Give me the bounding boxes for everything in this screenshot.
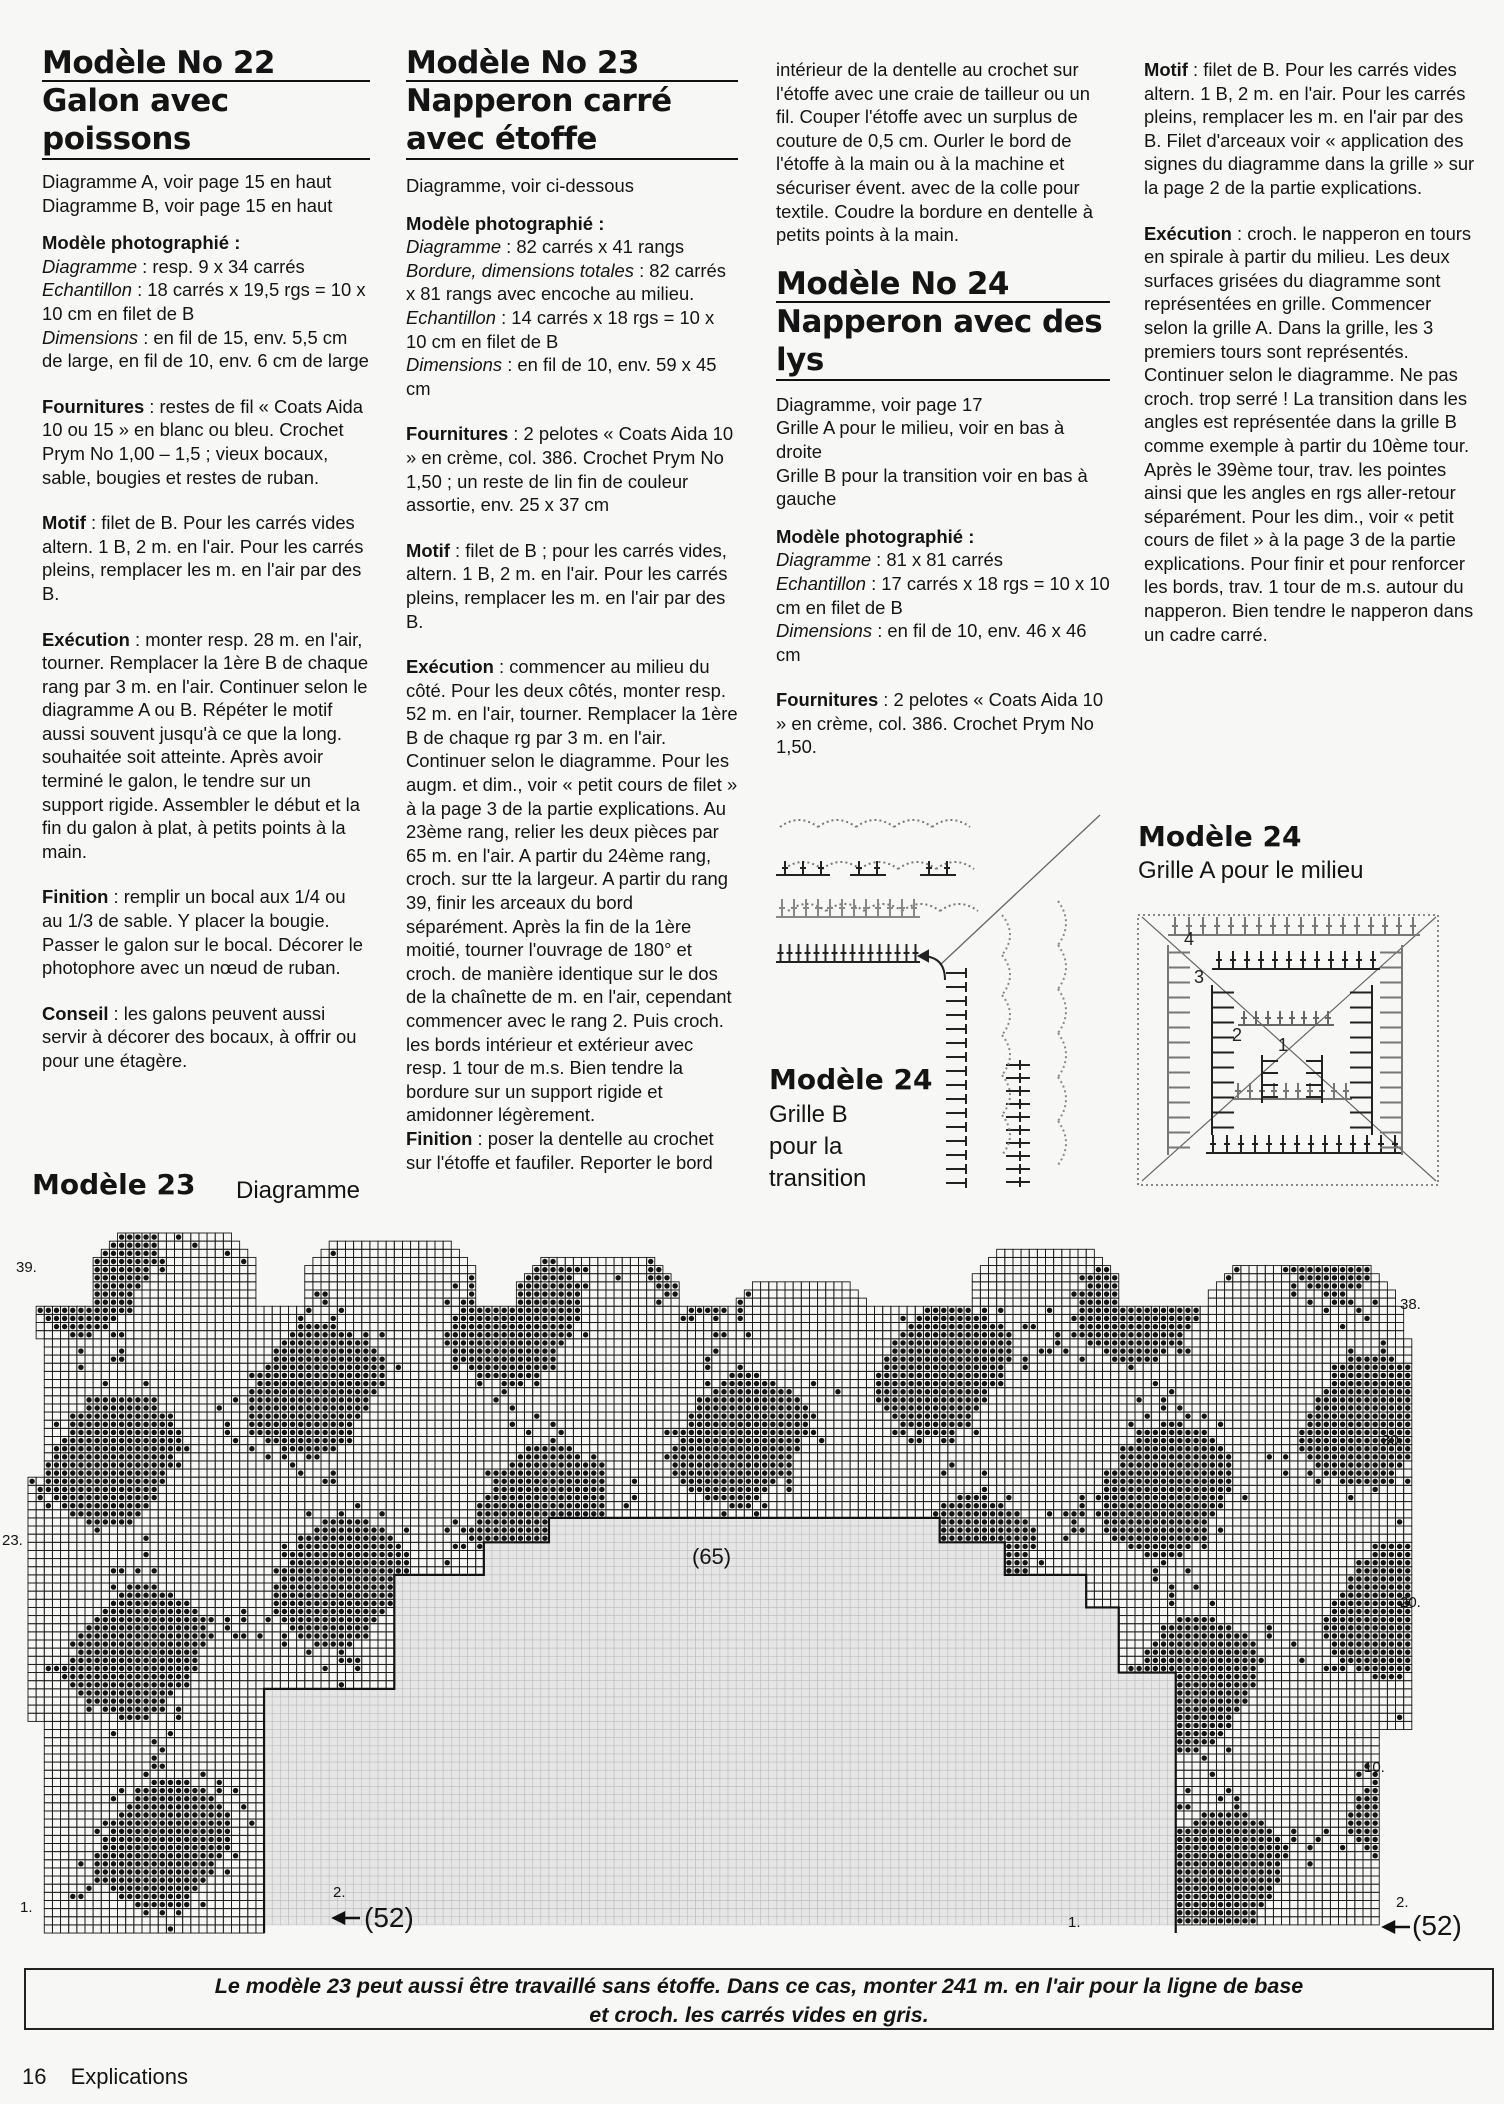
grille-b-sub-2: pour la	[769, 1133, 843, 1160]
row-label-1-right: 1.	[1068, 1914, 1081, 1931]
execution-para: Exécution : monter resp. 28 m. en l'air, tourner. Remplacer la 1ère B de chaque rang par 3 m. en l'air. Continuer selon le diagramme A ou B. Répéter le motif aussi souvent jusqu'à ce que la long. souhaitée soit atteinte. Après avoir terminé le galon, le tendre sur un support rigide. Assembler le début et la fin du galon à plat, à petits points à la main.	[42, 628, 369, 862]
conseil-para: Conseil : les galons peuvent aussi servir à décorer des bocaux, à offrir ou pour une étagère.	[42, 1002, 357, 1071]
chain-count-right: (52)	[1412, 1910, 1462, 1941]
grille-a-round-4: 4	[1184, 929, 1195, 949]
photo-label: Modèle photographié :	[406, 212, 605, 234]
spec-dimensions: Dimensions : en fil de 15, env. 5,5 cm de large, en fil de 10, env. 6 cm de large	[42, 326, 369, 372]
row-label-20: 20.	[1400, 1594, 1421, 1611]
modele-22-subtitle: Galon avec poissons	[42, 83, 229, 157]
footnote-line-1: Le modèle 23 peut aussi être travaillé sans étoffe. Dans ce cas, monter 241 m. en l'air pour la ligne de base	[214, 1974, 1304, 1998]
chain-count-left: (52)	[364, 1902, 414, 1933]
diagram-b-ref: Diagramme B, voir page 15 en haut	[42, 194, 333, 216]
footnote-box	[24, 1968, 1494, 2030]
grille-b-sub-3: transition	[769, 1165, 867, 1192]
spec-echantillon: Echantillon : 17 carrés x 18 rgs = 10 x 10 cm en filet de B	[776, 572, 1110, 618]
diagram-ref: Diagramme, voir ci-dessous	[406, 175, 634, 196]
spec-echantillon: Echantillon : 18 carrés x 19,5 rgs = 10 x 10 cm en filet de B	[42, 279, 366, 324]
spec-dimensions: Dimensions : en fil de 10, env. 59 x 45 cm	[406, 354, 717, 399]
modele-23-subtitle-2: avec étoffe	[406, 121, 597, 157]
spec-bordure: Bordure, dimensions totales : 82 carrés x 81 rangs avec encoche au milieu.	[406, 259, 726, 305]
page-footer	[22, 2064, 206, 2090]
row-label-38: 38.	[1400, 1296, 1421, 1313]
fournitures-para: Fournitures : 2 pelotes « Coats Aida 10 » en crème, col. 386. Crochet Prym No 1,50.	[776, 689, 1104, 758]
row-label-30: 30.	[1382, 1432, 1403, 1449]
spec-diagramme: Diagramme : 81 x 81 carrés	[776, 549, 1003, 571]
grille-b-title: Modèle 24	[769, 1063, 933, 1096]
column-modele-24-cont	[1144, 58, 1476, 646]
row-label-23: 23.	[2, 1532, 23, 1549]
grille-a-round-1: 1	[1278, 1035, 1289, 1055]
center-chain-count: (65)	[692, 1544, 732, 1569]
row-label-10: 10.	[1364, 1759, 1385, 1776]
row-label-2-left: 2.	[333, 1884, 346, 1901]
grille-a-round-3: 3	[1194, 967, 1205, 987]
fournitures-para: Fournitures : restes de fil « Coats Aida 10 ou 15 » en blanc ou bleu. Crochet Prym No 1,00 – 1,5 ; vieux bocaux, sable, bougies et restes de ruban.	[42, 395, 363, 488]
column-modele-24	[776, 58, 1110, 759]
motif-para: Motif : filet de B ; pour les carrés vides, altern. 1 B, 2 m. en l'air. Pour les carrés pleins, remplacer les m. en l'air par des B.	[406, 539, 728, 632]
column-modele-22	[42, 44, 370, 1073]
grille-a-ref: Grille A pour le milieu, voir en bas à droite	[776, 417, 1065, 462]
grille-a-symbols	[1132, 905, 1452, 1195]
grille-a-sub: Grille A pour le milieu	[1138, 857, 1364, 884]
photo-label: Modèle photographié :	[42, 232, 241, 254]
column-modele-23	[406, 44, 738, 1174]
diagram-23-title: Modèle 23	[32, 1168, 196, 1201]
spec-dimensions: Dimensions : en fil de 10, env. 46 x 46 cm	[776, 620, 1087, 665]
modele-22-title: Modèle No 22	[42, 45, 275, 81]
diagram-23-subtitle: Diagramme	[236, 1177, 361, 1204]
grille-b-ref: Grille B pour la transition voir en bas à gauche	[776, 464, 1088, 510]
grille-a-round-2: 2	[1232, 1025, 1243, 1045]
spec-diagramme: Diagramme : resp. 9 x 34 carrés	[42, 255, 305, 277]
diagram-a-ref: Diagramme A, voir page 15 en haut	[42, 171, 332, 192]
diagram-ref: Diagramme, voir page 17	[776, 393, 983, 415]
modele-24-subtitle: Napperon avec des lys	[776, 303, 1103, 378]
modele-23-title: Modèle No 23	[406, 45, 639, 81]
modele-24-title: Modèle No 24	[776, 265, 1009, 302]
row-label-1-left: 1.	[20, 1899, 33, 1916]
filet-diagram-23	[0, 1215, 1504, 1950]
execution-para: Exécution : commencer au milieu du côté. Pour les deux côtés, monter resp. 52 m. en l'air, tourner. Remplacer la 1ère B de chaque rg par 3 m. en l'air. Continuer selon le diagramme. Pour les augm. et dim., voir « petit cours de filet » à la page 3 de la partie explications. Au 23ème rang, relier les deux pièces par 65 m. en l'air. A partir du 24ème rang, croch. sur tte la largeur. A partir du rang 39, finir les arceaux du bord séparément. Après la fin de la 1ère moitié, tourner l'ouvrage de 180° et croch. de manière identique sur le dos de la chaînette de m. en l'air, cependant commencer avec le rang 2. Puis croch. les bords intérieur et extérieur avec resp. 1 tour de m.s. Bien tendre la bordure sur un support rigide et amidonner légèrement.	[406, 656, 738, 1126]
motif-para: Motif : filet de B. Pour les carrés vides altern. 1 B, 2 m. en l'air. Pour les carrés pleins, remplacer les m. en l'air par des B. Filet d'arceaux voir « application des signes du diagramme dans la grille » sur la page 2 de la partie explications.	[1144, 59, 1475, 198]
grille-b-sub-1: Grille B	[769, 1101, 848, 1128]
page-number: 16	[22, 2064, 47, 2089]
row-label-39: 39.	[16, 1259, 37, 1276]
finition-para: Finition : remplir un bocal aux 1/4 ou au 1/3 de sable. Y placer la bougie. Passer le galon sur le bocal. Décorer le photophore avec un nœud de ruban.	[42, 886, 363, 979]
modele-23-continued: intérieur de la dentelle au crochet sur l'étoffe avec une craie de tailleur ou un fil. Couper l'étoffe avec un surplus de couture de 0,5 cm. Ourler le bord de l'étoffe à la main ou à la machine et sécuriser évent. avec de la colle pour textile. Coudre la bordure en dentelle à petits points à la main.	[776, 59, 1093, 246]
photo-label: Modèle photographié :	[776, 525, 975, 547]
section-name: Explications	[70, 2064, 188, 2089]
row-label-2-right: 2.	[1396, 1894, 1409, 1911]
modele-23-subtitle-1: Napperon carré	[406, 83, 672, 119]
spec-echantillon: Echantillon : 14 carrés x 18 rgs = 10 x 10 cm en filet de B	[406, 306, 715, 352]
footnote-line-2: et croch. les carrés vides en gris.	[589, 2003, 929, 2027]
spec-diagramme: Diagramme : 82 carrés x 41 rangs	[406, 236, 685, 258]
fournitures-para: Fournitures : 2 pelotes « Coats Aida 10 » en crème, col. 386. Crochet Prym No 1,50 ; un reste de lin fin de couleur assortie, env. 25 x 37 cm	[406, 423, 734, 516]
motif-para: Motif : filet de B. Pour les carrés vides altern. 1 B, 2 m. en l'air. Pour les carrés pleins, remplacer les m. en l'air par des B.	[42, 512, 364, 604]
finition-para: Finition : poser la dentelle au crochet sur l'étoffe et faufiler. Reporter le bord	[406, 1127, 714, 1173]
grille-a-title: Modèle 24	[1138, 820, 1302, 853]
execution-para: Exécution : croch. le napperon en tours en spirale à partir du milieu. Les deux surfaces grisées du diagramme sont représentées en grille. Commencer selon la grille A. Dans la grille, les 3 premiers tours sont représentés. Continuer selon le diagramme. Ne pas croch. trop serré ! La transition dans les angles est représentée dans la grille B comme exemple à partir du 10ème tour. Après le 39ème tour, trav. les pointes ainsi que les angles en rgs aller-retour séparément. Pour les dim., voir « petit cours de filet » à la page 3 de la partie explications. Pour finir et pour renforcer les bords, trav. 1 tour de m.s. autour du napperon. Bien tendre le napperon dans un cadre carré.	[1144, 222, 1474, 645]
